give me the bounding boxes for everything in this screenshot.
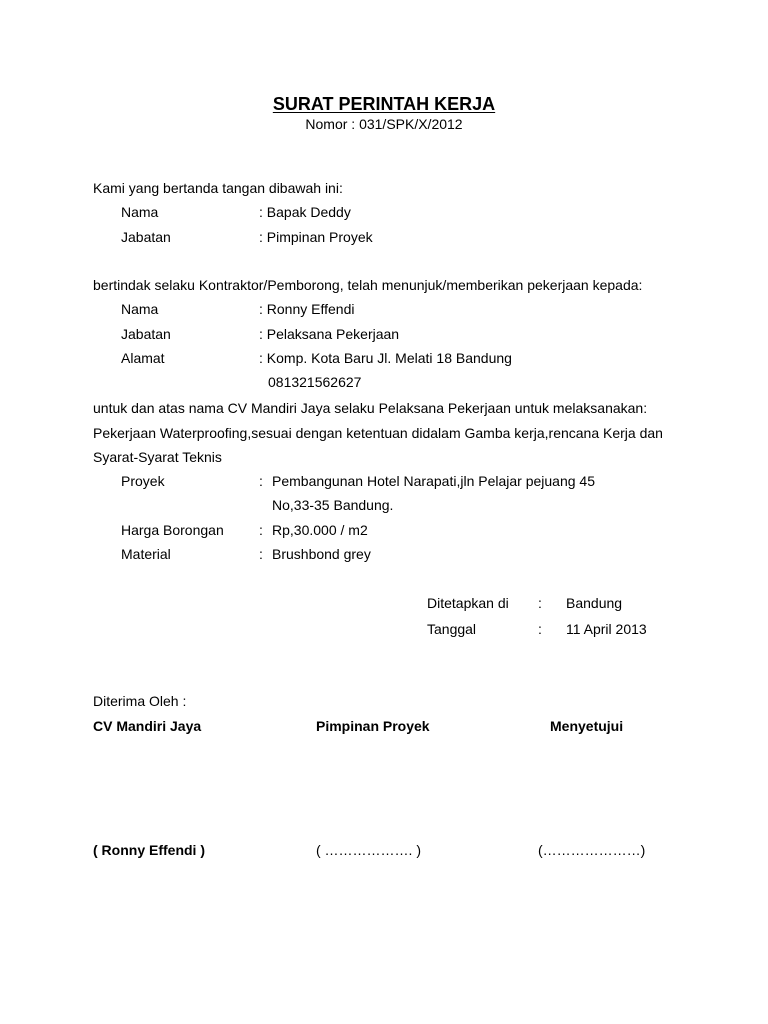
issued-place-label: Ditetapkan di	[427, 595, 509, 611]
recipient-address-label: Alamat	[121, 350, 165, 366]
signature-col3-name: (…………………)	[538, 842, 646, 858]
received-by-label: Diterima Oleh :	[93, 693, 187, 709]
recipient-phone: 081321562627	[268, 374, 362, 390]
signer-position-value: : Pimpinan Proyek	[259, 229, 373, 245]
issued-place-colon: :	[538, 595, 542, 611]
project-value-line-2: No,33-35 Bandung.	[272, 497, 394, 513]
signature-col2-name: ( ………………. )	[316, 842, 421, 858]
body-line-2: Pekerjaan Waterproofing,sesuai dengan ketentuan didalam Gamba kerja,rencana Kerja dan	[93, 425, 663, 441]
recipient-address-value: : Komp. Kota Baru Jl. Melati 18 Bandung	[259, 350, 512, 366]
project-value-line-1: Pembangunan Hotel Narapati,jln Pelajar pejuang 45	[272, 473, 595, 489]
project-label: Proyek	[121, 473, 165, 489]
material-value: Brushbond grey	[272, 546, 371, 562]
document-title: SURAT PERINTAH KERJA	[272, 94, 496, 114]
recipient-name-label: Nama	[121, 301, 159, 317]
body-line-3: Syarat-Syarat Teknis	[93, 449, 222, 465]
signer-name-value: : Bapak Deddy	[259, 204, 351, 220]
signature-col1-name: ( Ronny Effendi )	[93, 842, 205, 858]
assign-text: bertindak selaku Kontraktor/Pemborong, telah menunjuk/memberikan pekerjaan kepada:	[93, 277, 643, 293]
price-value: Rp,30.000 / m2	[272, 522, 368, 538]
signer-position-label: Jabatan	[121, 229, 171, 245]
material-label: Material	[121, 546, 171, 562]
price-colon: :	[259, 522, 263, 538]
signature-col1-title: CV Mandiri Jaya	[93, 718, 202, 734]
issued-date-colon: :	[538, 621, 542, 637]
recipient-position-value: : Pelaksana Pekerjaan	[259, 326, 400, 342]
issued-date-value: 11 April 2013	[566, 621, 647, 637]
project-colon: :	[259, 473, 263, 489]
document-number: Nomor : 031/SPK/X/2012	[305, 116, 463, 132]
intro-text: Kami yang bertanda tangan dibawah ini:	[93, 180, 343, 196]
signer-name-label: Nama	[121, 204, 159, 220]
recipient-name-value: : Ronny Effendi	[259, 301, 355, 317]
price-label: Harga Borongan	[121, 522, 224, 538]
signature-col3-title: Menyetujui	[550, 718, 624, 734]
signature-col2-title: Pimpinan Proyek	[316, 718, 430, 734]
body-line-1: untuk dan atas nama CV Mandiri Jaya selaku Pelaksana Pekerjaan untuk melaksanakan:	[93, 400, 648, 416]
material-colon: :	[259, 546, 263, 562]
recipient-position-label: Jabatan	[121, 326, 171, 342]
issued-place-value: Bandung	[566, 595, 623, 611]
issued-date-label: Tanggal	[427, 621, 477, 637]
